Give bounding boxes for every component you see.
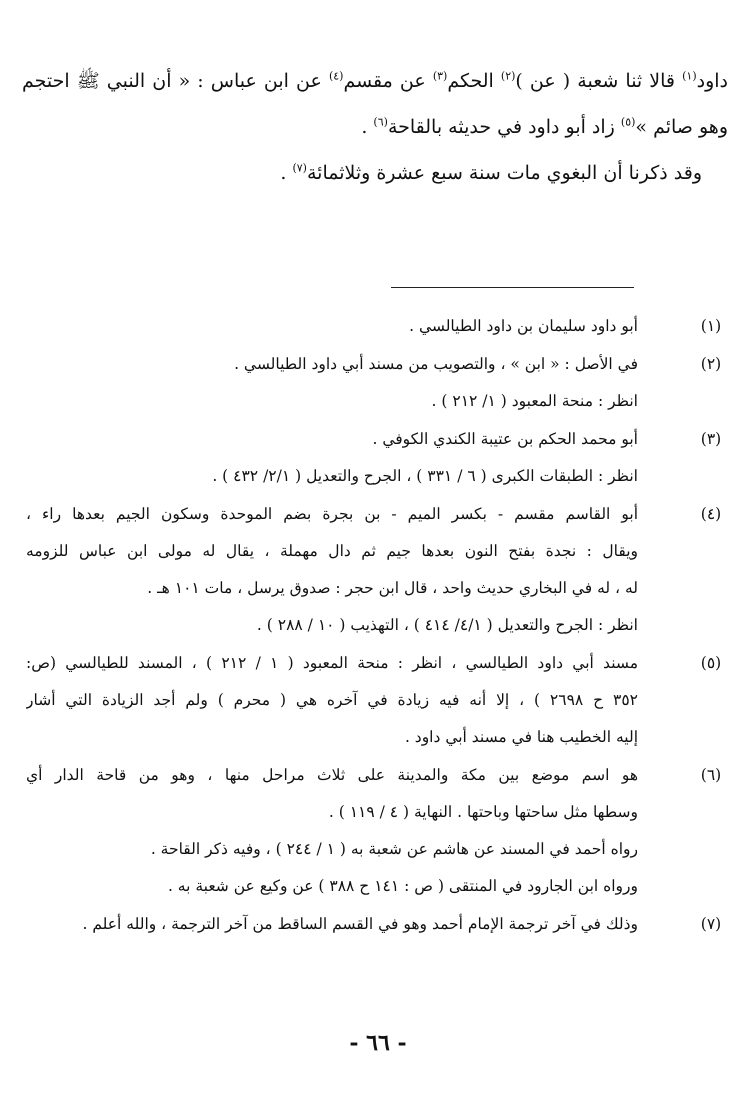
footnotes: [26, 308, 722, 944]
footnote-ref-4[interactable]: (٤): [328, 69, 344, 83]
footnote-line: رواه أحمد في المسند عن هاشم عن شعبة به ( ١ / ٢٤٤ ) ، وفيه ذكر القاحة .: [150, 840, 638, 858]
footnote-separator: [391, 287, 634, 288]
footnote-line: في الأصل : « ابن » ، والتصويب من مسند أبي داود الطيالسي .: [234, 355, 638, 373]
footnote-line: ويقال : نجدة بفتح النون بعدها جيم ثم دال مهملة ، يقال له مولى ابن عباس للزومه: [26, 542, 638, 560]
footnote-number: (٣): [700, 430, 722, 448]
footnote-line: ٣٥٢ ح ٢٦٩٨ ) ، إلا أنه فيه زيادة في آخره هي ( محرم ) ولم أجد الزيادة التي أشار: [26, 691, 638, 709]
footnote-ref-1[interactable]: (١): [682, 69, 697, 83]
footnote-line: انظر : منحة المعبود ( ١/ ٢١٢ ) .: [431, 392, 638, 410]
footnote-ref-5[interactable]: (٥): [620, 115, 636, 129]
footnote-line: أبو القاسم مقسم - بكسر الميم - بن بجرة بضم الموحدة وسكون الجيم بعدها راء ،: [26, 505, 638, 523]
footnote-2: [26, 346, 722, 420]
footnote-line: انظر : الطبقات الكبرى ( ٦ / ٣٣١ ) ، الجرح والتعديل ( ٢/١/ ٤٣٢ ) .: [212, 467, 638, 485]
footnote-6: [26, 757, 722, 905]
footnote-number: (٧): [700, 915, 722, 933]
page-number: - ٦٦ -: [349, 1030, 407, 1056]
footnote-line: مسند أبي داود الطيالسي ، انظر : منحة المعبود ( ١ / ٢١٢ ) ، المسند للطيالسي (ص:: [26, 654, 638, 672]
footnote-3: [26, 421, 722, 495]
footnote-line: ورواه ابن الجارود في المنتقى ( ص : ١٤١ ح ٣٨٨ ) عن وكيع عن شعبة به .: [167, 877, 638, 895]
footnote-7: [26, 906, 722, 943]
main-paragraph-2: وقد ذكرنا أن البغوي مات سنة سبع عشرة وثلاثمائة$^{(٧)}$ .: [280, 161, 702, 184]
footnote-line: أبو داود سليمان بن داود الطيالسي .: [409, 317, 638, 335]
footnote-line: وسطها مثل ساحتها وباحتها . النهاية ( ٤ / ١١٩ ) .: [328, 803, 638, 821]
footnote-line: إليه الخطيب هنا في مسند أبي داود .: [404, 728, 638, 746]
main-text: [22, 58, 728, 196]
footnote-line: هو اسم موضع بين مكة والمدينة على ثلاث مراحل منها ، وهو من قاحة الدار أي: [26, 766, 638, 784]
footnote-ref-7[interactable]: (٧): [292, 161, 307, 175]
footnote-line: وذلك في آخر ترجمة الإمام أحمد وهو في القسم الساقط من آخر الترجمة ، والله أعلم .: [82, 915, 638, 933]
footnote-ref-2[interactable]: (٢): [500, 69, 516, 83]
footnote-5: [26, 645, 722, 756]
footnote-ref-6[interactable]: (٦): [373, 115, 388, 129]
footnote-ref-3[interactable]: (٣): [432, 69, 448, 83]
main-paragraph-1: داود$^{(١)}$ قالا ثنا شعبة ( عن )$^{(٢)}$ الحكم$^{(٣)}$ عن مقسم$^{(٤)}$ عن ابن عباس : « أن النبي ﷺ احتجم وهو صائم »$^{(٥)}$ زاد أبو داود في حديثه بالقاحة$^{(٦)}$ .: [22, 69, 729, 138]
footnote-number: (٦): [700, 766, 722, 784]
footnote-number: (٤): [700, 505, 722, 523]
footnote-number: (٥): [700, 654, 722, 672]
footnote-1: [26, 308, 722, 345]
footnote-line: أبو محمد الحكم بن عتيبة الكندي الكوفي .: [372, 430, 638, 448]
footnote-line: انظر : الجرح والتعديل ( ٤/١/ ٤١٤ ) ، التهذيب ( ١٠ / ٢٨٨ ) .: [256, 616, 638, 634]
footnote-number: (١): [700, 317, 722, 335]
footnote-number: (٢): [700, 355, 722, 373]
footnote-line: له ، له في البخاري حديث واحد ، قال ابن حجر : صدوق يرسل ، مات ١٠١ هـ .: [147, 579, 638, 597]
footnote-4: [26, 496, 722, 644]
